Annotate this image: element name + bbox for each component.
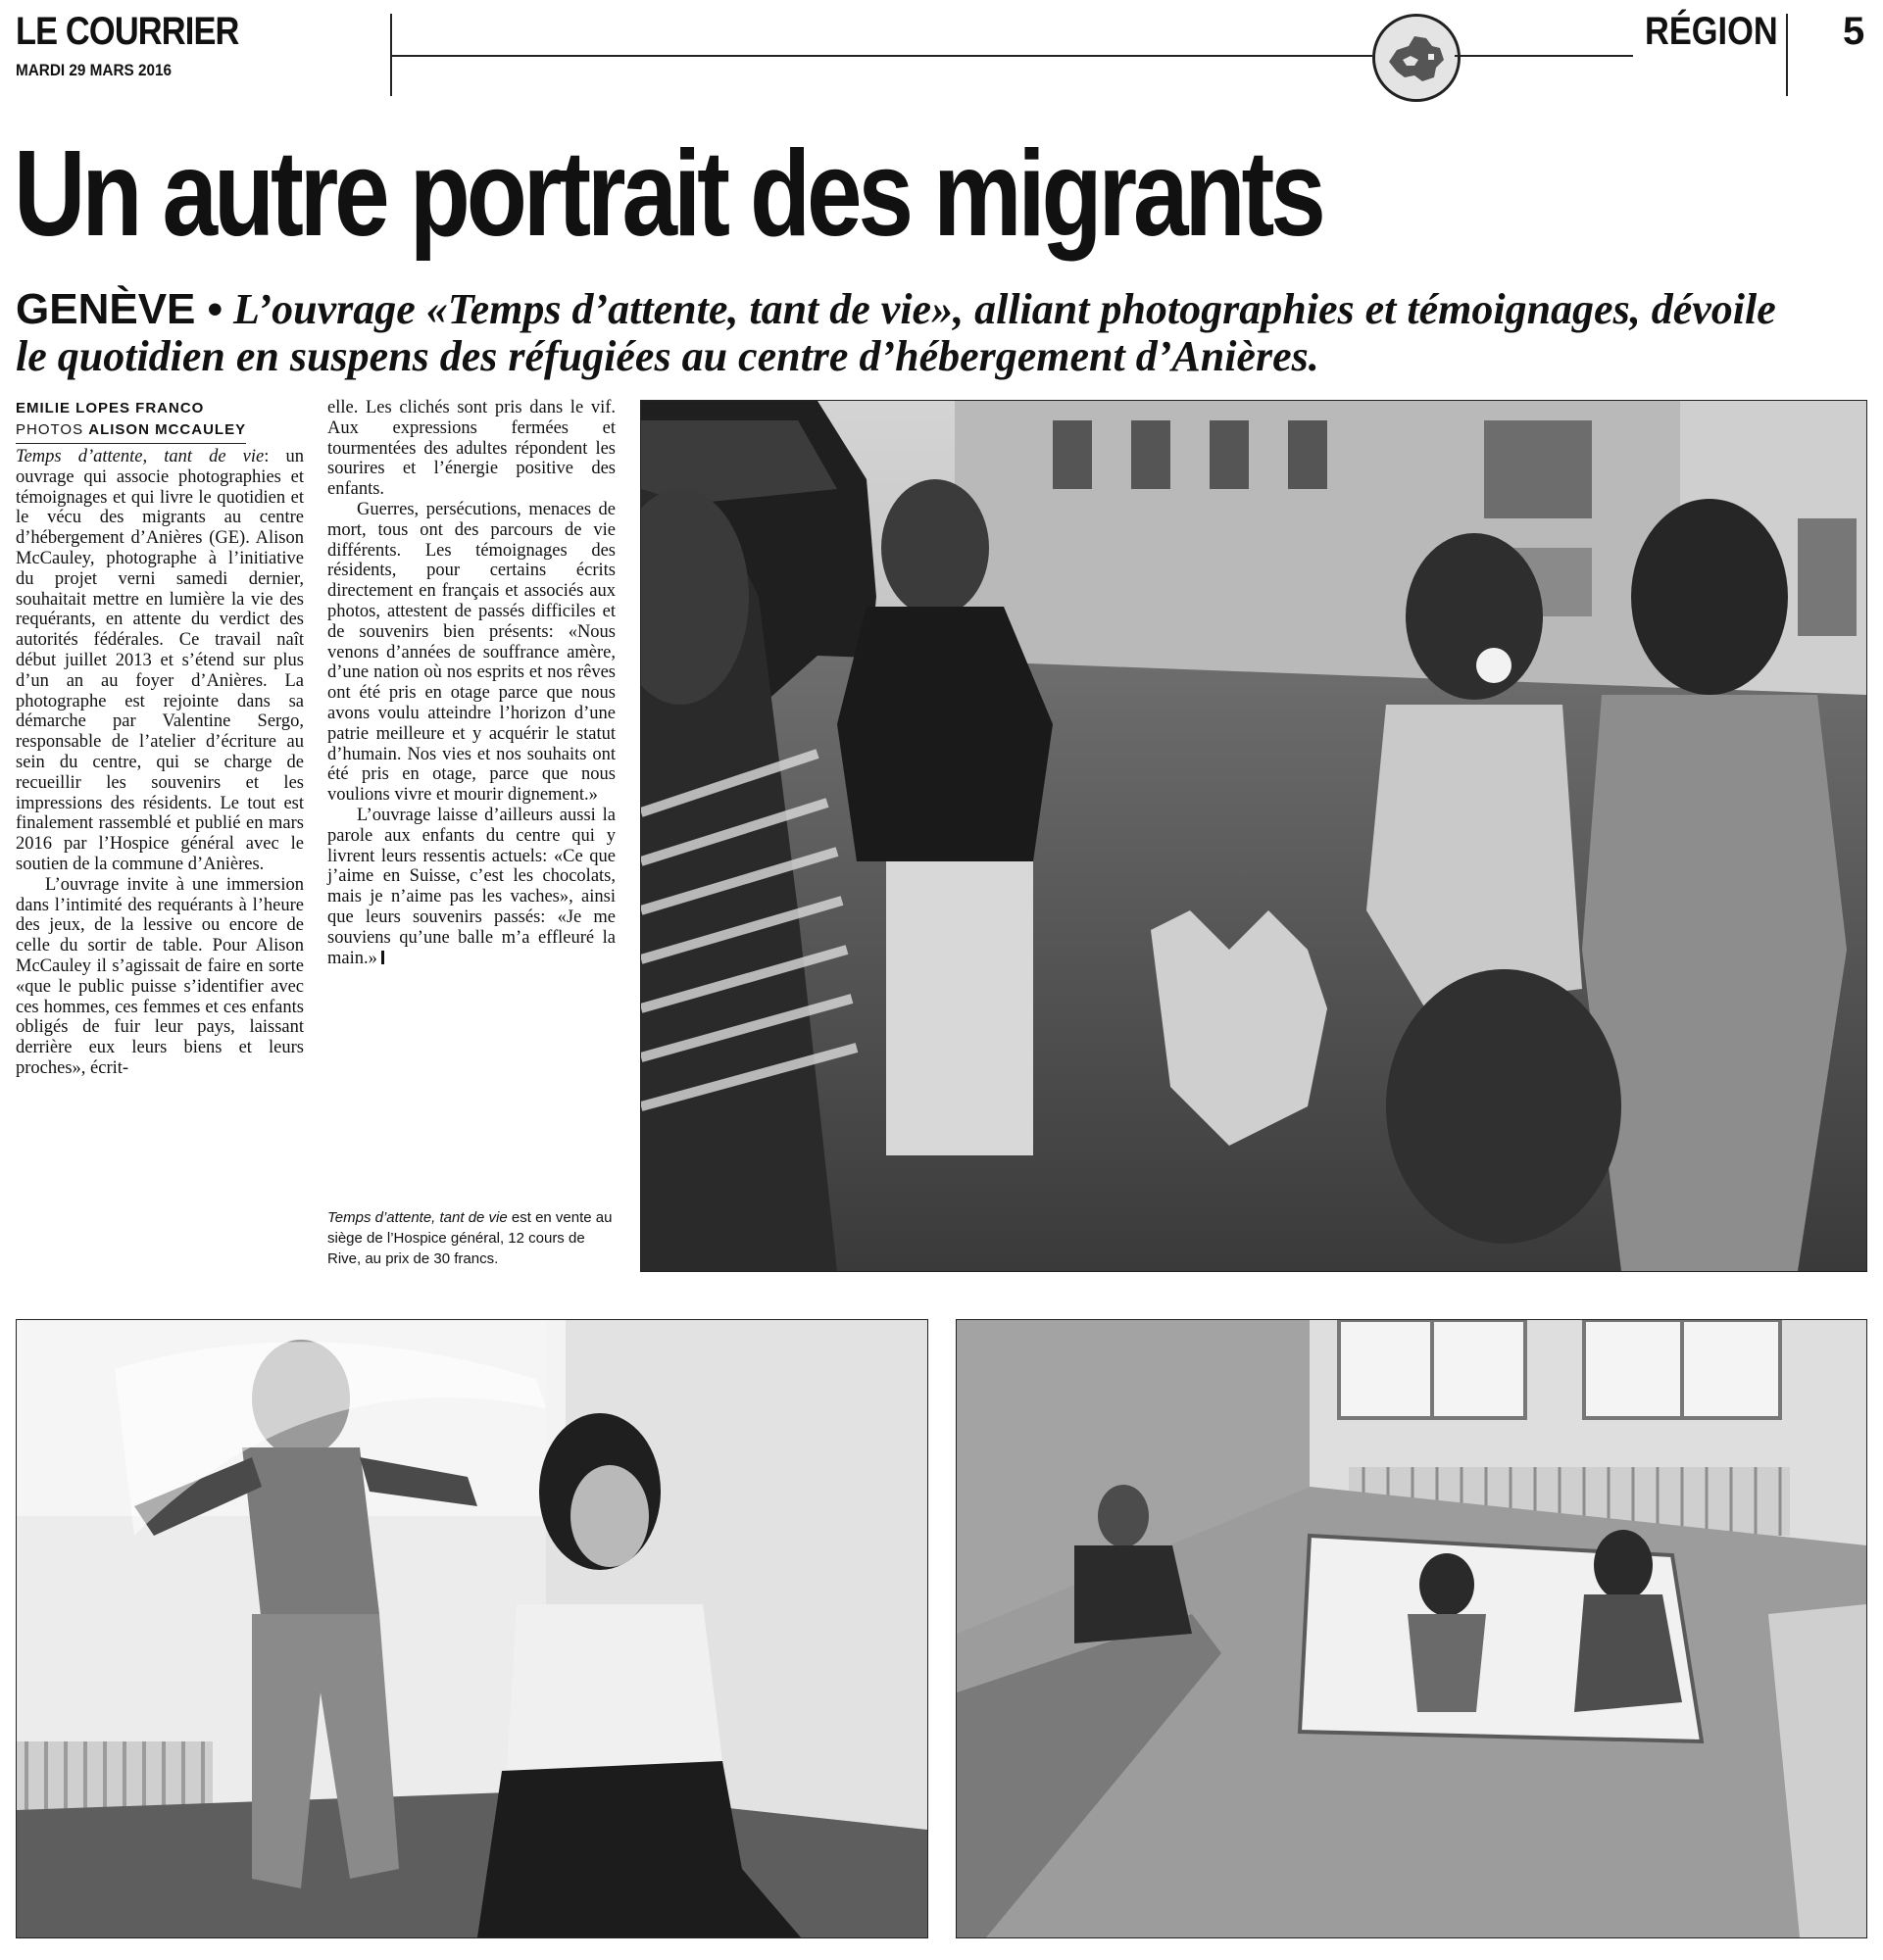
article-column-2 (327, 398, 616, 968)
byline (16, 398, 204, 419)
article-standfirst (16, 286, 1780, 380)
end-of-article-mark (381, 951, 384, 964)
col1-paragraph-1 (16, 447, 304, 875)
section-label: RÉGION (1645, 10, 1778, 53)
family-mattress-room-photo (956, 1319, 1867, 1938)
photo-credit-prefix: PHOTOS (16, 421, 84, 438)
book-info-caption (327, 1207, 616, 1269)
dateline-place: GENÈVE • (16, 285, 223, 333)
photo-credit (16, 419, 246, 444)
masthead-divider-right (1786, 14, 1788, 96)
region-map-icon (1372, 14, 1461, 102)
caption-book-title: Temps d’attente, tant de vie (327, 1209, 508, 1226)
col2-paragraph-3 (327, 806, 616, 968)
author-name: EMILIE LOPES FRANCO (16, 400, 205, 416)
col1-paragraph-1-text: : un ouvrage qui associe photographies et témoignages et qui livre le quotidien et le vécu des migrants au centre d’hébergement d’Anières (GE). Alison McCauley, photographe à l’initiative du projet verni samedi dernier, souhaitait mettre en lumière la vie des requérants, en attente du verdict des autorités fédérales. Ce travail naît début juillet 2013 et s’étend sur plus d’un an au foyer d’Anières. La photographe est rejointe dans sa démarche par Valentine Sergo, responsable de l’atelier d’écriture au sein du centre, qui se charge de recueillir les souvenirs et les impressions des résidents. Le tout est finalement rassemblé et publié en mars 2016 par l’Hospice général avec le soutien de la commune d’Anières. (16, 447, 305, 874)
boy-curtain-woman-photo (16, 1319, 928, 1938)
col2-paragraph-3-text: L’ouvrage laisse d’ailleurs aussi la parole aux enfants du centre qui y livrent leurs ressentis actuels: «Ce que j’aime en Suisse, c’est les chocolats, mais je n’aime pas les vaches», ainsi que leurs souvenirs passés: «Je me souviens qu’une balle m’a effleuré la main.» (327, 805, 616, 968)
article-dek: L’ouvrage «Temps d’attente, tant de vie», alliant photographies et témoignages, dévoile le quotidien en suspens des réfugiées au centre d’hébergement d’Anières. (16, 285, 1776, 380)
col2-paragraph-1: elle. Les clichés sont pris dans le vif. Aux expressions fermées et tourmentées des adultes répondent les sourires et l’énergie positive des enfants. (327, 398, 616, 500)
caption-text: est en vente au siège de l’Hospice général, 12 cours de Rive, au prix de 30 francs. (327, 1209, 613, 1267)
article-column-1 (16, 447, 304, 1079)
children-outdoor-photo (640, 400, 1867, 1272)
page-number: 5 (1843, 10, 1865, 53)
book-title-italic: Temps d’attente, tant de vie (16, 447, 265, 466)
masthead-rule-left (390, 55, 1372, 57)
col1-paragraph-2: L’ouvrage invite à une immersion dans l’intimité des requérants à l’heure des jeux, de la lessive ou encore de celle du sortir de table. Pour Alison McCauley il s’agissait de faire en sorte «que le public puisse s’identifier avec ces hommes, ces femmes et ces enfants obligés de fuir leur pays, laissant derrière eux leurs biens et leurs proches», écrit- (16, 874, 304, 1078)
issue-date: MARDI 29 MARS 2016 (16, 61, 173, 79)
masthead-rule-right (1455, 55, 1633, 57)
article-headline: Un autre portrait des migrants (14, 126, 1322, 262)
photographer-name: ALISON MCCAULEY (88, 421, 247, 438)
col2-paragraph-2: Guerres, persécutions, menaces de mort, tous ont des parcours de vie différents. Les témoignages des résidents, pour certains écrits directement en français et associés aux photos, attestent de passés difficiles et de souvenirs bien présents: «Nous venons d’années de souffrance amère, d’une nation où nos esprits et nos rêves ont été pris en otage parce que nous avons voulu atteindre l’horizon d’une patrie meilleure et y acquérir le statut d’humain. Nos vies et nos souhaits ont été pris en otage, parce que nous voulions vivre et mourir dignement.» (327, 499, 616, 806)
newspaper-title: LE COURRIER (16, 10, 239, 53)
